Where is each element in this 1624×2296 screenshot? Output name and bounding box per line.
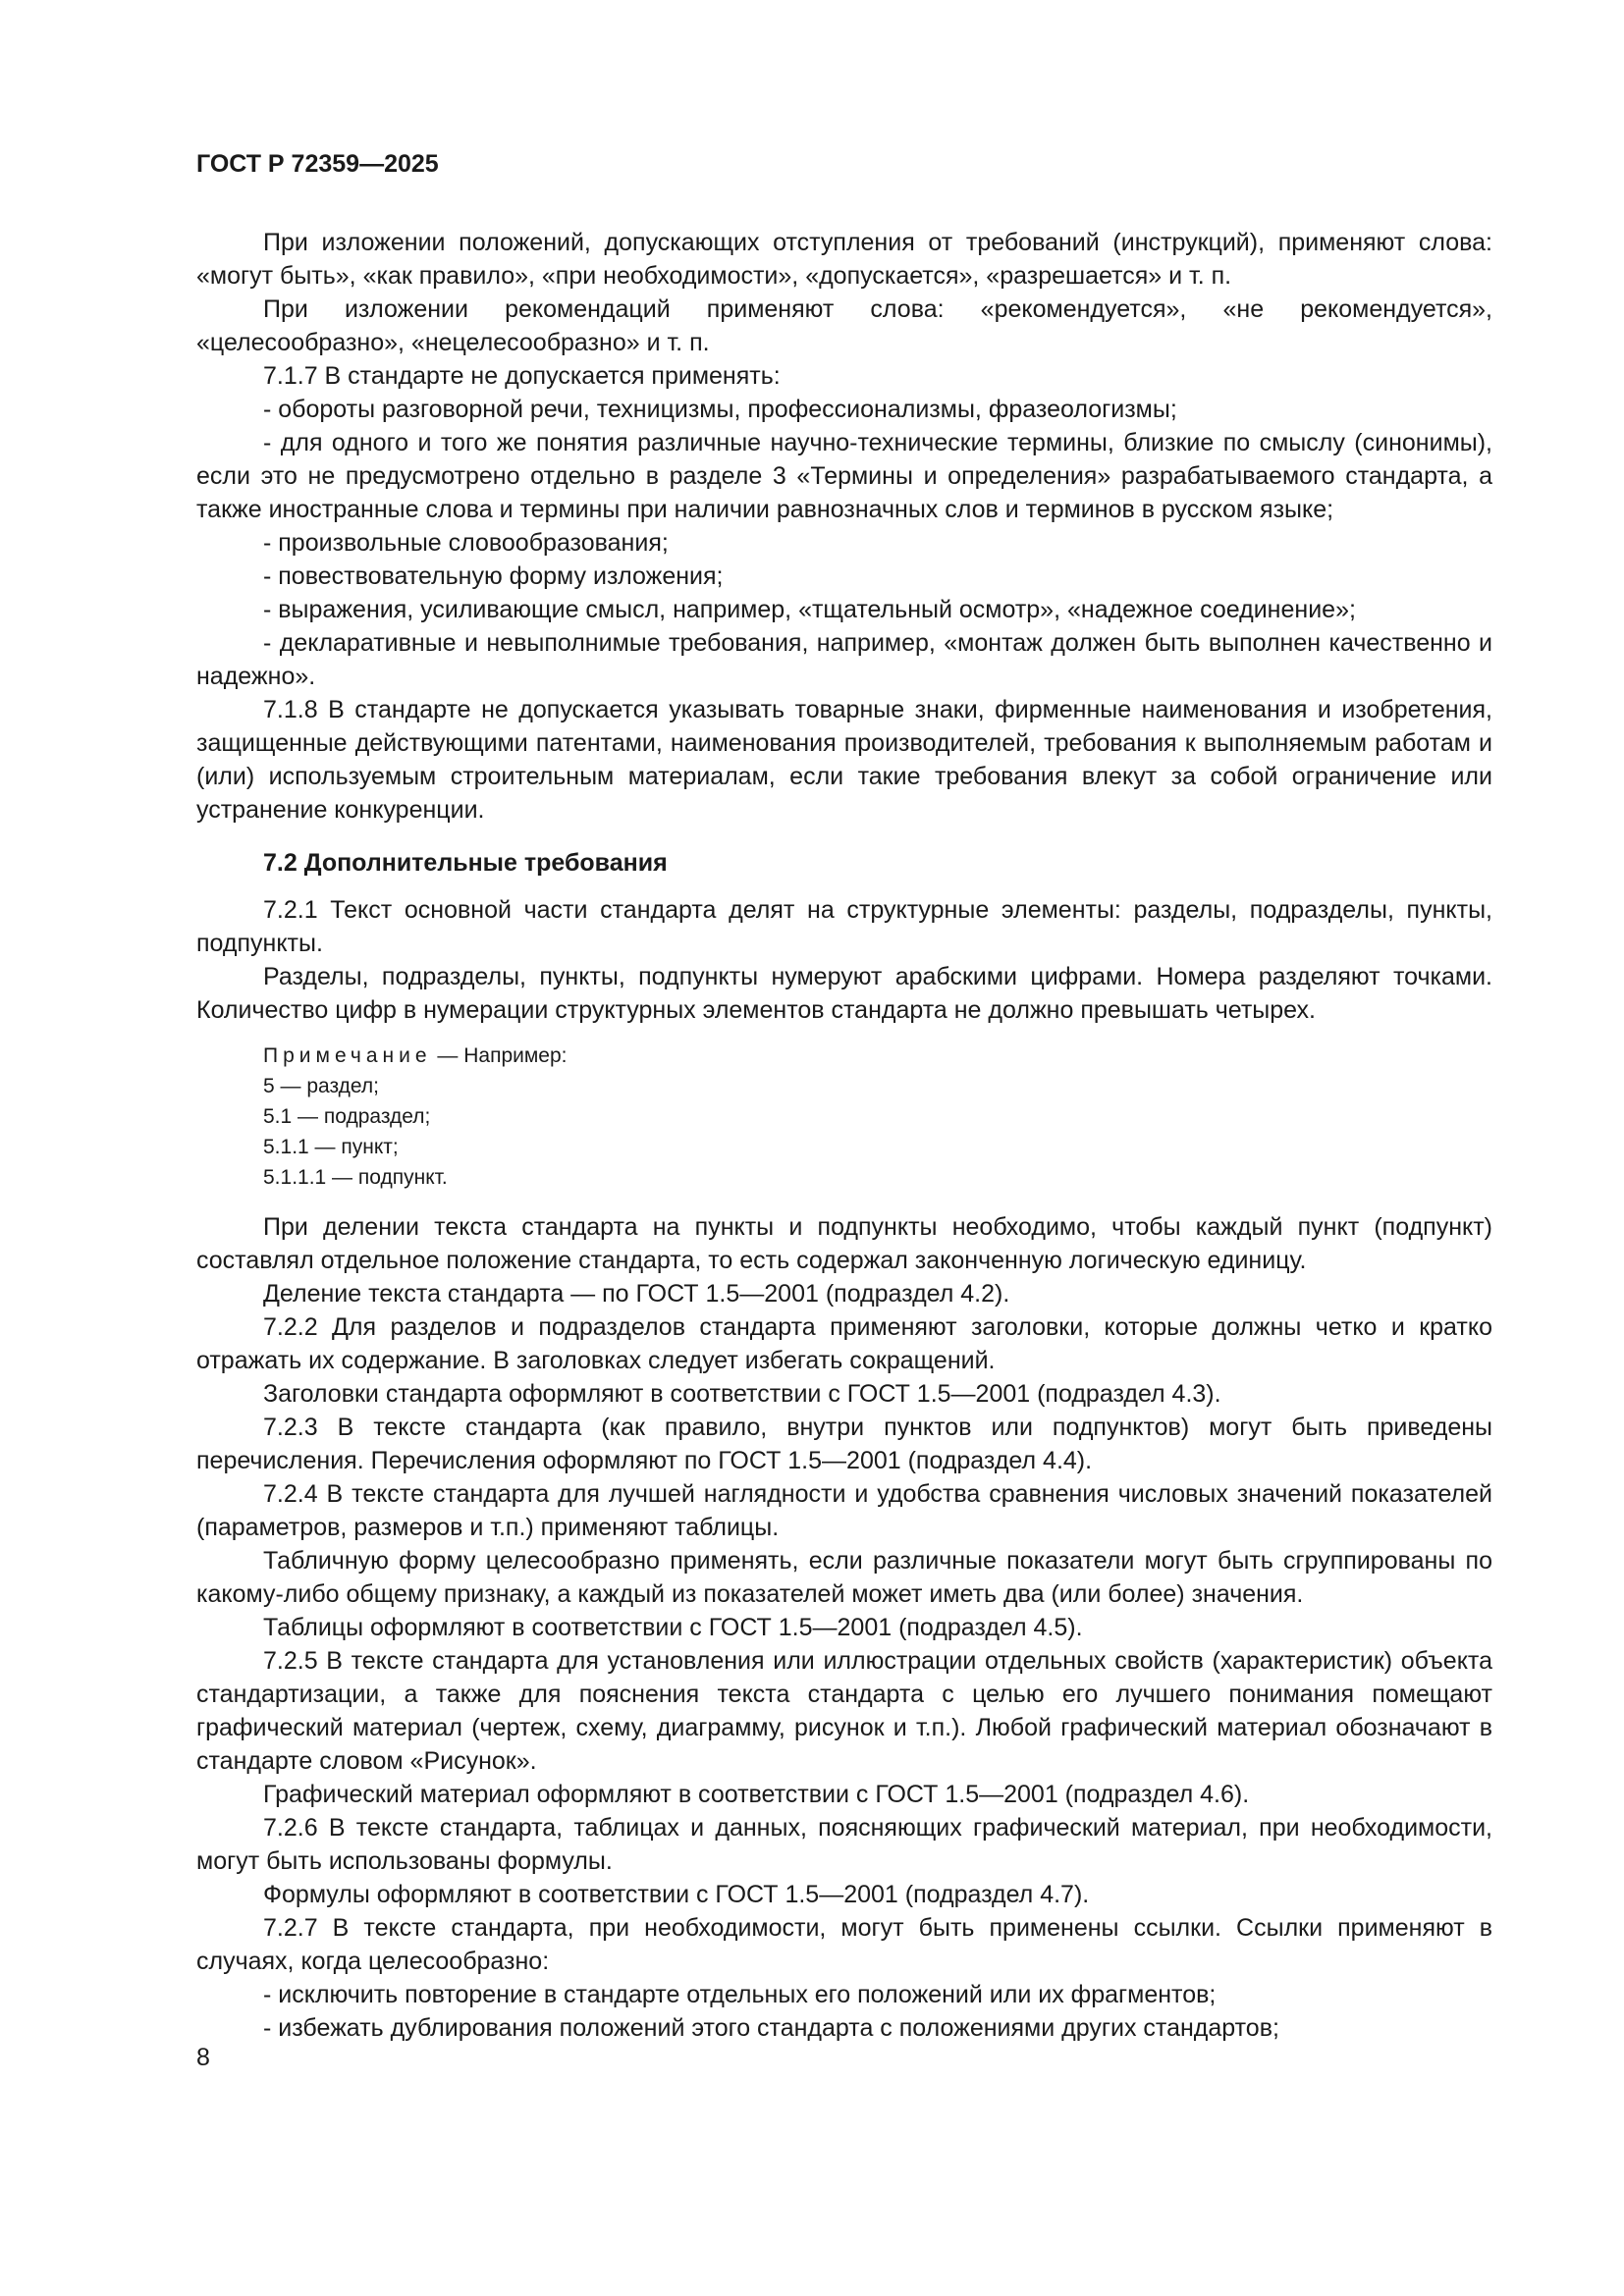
note-block [263,1041,1492,1193]
clause-7-2-1: 7.2.1 Текст основной части стандарта делят на структурные элементы: разделы, подразделы, пункты, подпункты. [196,896,1492,957]
clause-7-1-7: 7.1.7 В стандарте не допускается применять: [263,362,781,390]
paragraph-group-a [196,226,1492,827]
list-item: - для одного и того же понятия различные научно-технические термины, близкие по смыслу (синонимы), если это не предусмотрено отдельно в разделе 3 «Термины и определения» разрабатываемого стандарта, а также иностранные слова и термины при наличии равнозначных слов и терминов в русском языке; [196,429,1492,523]
list-item: - выражения, усиливающие смысл, например, «тщательный осмотр», «надежное соединение»; [263,596,1356,623]
clause-7-2-3: 7.2.3 В тексте стандарта (как правило, внутри пунктов или подпунктов) могут быть приведены перечисления. Перечисления оформляют по ГОСТ 1.5—2001 (подраздел 4.4). [196,1414,1492,1474]
page-number: 8 [196,2044,210,2071]
paragraph: Деление текста стандарта — по ГОСТ 1.5—2001 (подраздел 4.2). [263,1280,1010,1308]
clause-7-2-7: 7.2.7 В тексте стандарта, при необходимости, могут быть применены ссылки. Ссылки применяют в случаях, когда целесообразно: [196,1914,1492,1975]
document-header: ГОСТ Р 72359—2025 [196,150,439,178]
note-line: 5.1.1.1 — подпункт. [263,1166,448,1189]
section-title: 7.2 Дополнительные требования [263,849,668,877]
list-item: - обороты разговорной речи, техницизмы, профессионализмы, фразеологизмы; [263,396,1177,423]
paragraph-group-b [196,893,1492,1027]
paragraph: Разделы, подразделы, пункты, подпункты нумеруют арабскими цифрами. Номера разделяют точками. Количество цифр в нумерации структурных элементов стандарта не должно превышать четырех. [196,963,1492,1024]
paragraph: При изложении рекомендаций применяют слова: «рекомендуется», «не рекомендуется», «целесообразно», «нецелесообразно» и т. п. [196,295,1492,356]
clause-7-2-4: 7.2.4 В тексте стандарта для лучшей наглядности и удобства сравнения числовых значений показателей (параметров, размеров и т.п.) применяют таблицы. [196,1480,1492,1541]
clause-7-1-8: 7.1.8 В стандарте не допускается указывать товарные знаки, фирменные наименования и изобретения, защищенные действующими патентами, наименования производителей, требования к выполняемым работам и (или) используемым строительным материалам, если такие требования влекут за собой ограничение или устранение конкуренции. [196,696,1492,824]
paragraph: Заголовки стандарта оформляют в соответствии с ГОСТ 1.5—2001 (подраздел 4.3). [263,1380,1221,1408]
list-item: - избежать дублирования положений этого стандарта с положениями других стандартов; [263,2014,1279,2042]
document-page [196,147,1492,2045]
paragraph: Формулы оформляют в соответствии с ГОСТ 1.5—2001 (подраздел 4.7). [263,1881,1090,1908]
note-line: 5 — раздел; [263,1075,379,1097]
list-item: - исключить повторение в стандарте отдельных его положений или их фрагментов; [263,1981,1217,2008]
list-item: - повествовательную форму изложения; [263,562,724,590]
note-line: 5.1.1 — пункт; [263,1136,399,1158]
list-item: - произвольные словообразования; [263,529,669,557]
clause-7-2-2: 7.2.2 Для разделов и подразделов стандарта применяют заголовки, которые должны четко и кратко отражать их содержание. В заголовках следует избегать сокращений. [196,1313,1492,1374]
clause-7-2-6: 7.2.6 В тексте стандарта, таблицах и данных, поясняющих графический материал, при необходимости, могут быть использованы формулы. [196,1814,1492,1875]
note-intro: — Например: [431,1044,568,1067]
paragraph: Табличную форму целесообразно применять, если различные показатели могут быть сгруппированы по какому-либо общему признаку, а каждый из показателей может иметь два (или более) значения. [196,1547,1492,1608]
paragraph: При делении текста стандарта на пункты и подпункты необходимо, чтобы каждый пункт (подпункт) составлял отдельное положение стандарта, то есть содержал законченную логическую единицу. [196,1213,1492,1274]
note-heading [263,1041,1492,1071]
note-line: 5.1 — подраздел; [263,1105,431,1128]
paragraph: При изложении положений, допускающих отступления от требований (инструкций), применяют слова: «могут быть», «как правило», «при необходимости», «допускается», «разрешается» и т. п. [196,229,1492,290]
paragraph: Таблицы оформляют в соответствии с ГОСТ 1.5—2001 (подраздел 4.5). [263,1614,1083,1641]
note-label: Примечание [263,1044,432,1067]
clause-7-2-5: 7.2.5 В тексте стандарта для установления или иллюстрации отдельных свойств (характеристик) объекта стандартизации, а также для пояснения текста стандарта с целью его лучшего понимания помещают графический материал (чертеж, схему, диаграмму, рисунок и т.п.). Любой графический материал обозначают в стандарте словом «Рисунок». [196,1647,1492,1775]
list-item: - декларативные и невыполнимые требования, например, «монтаж должен быть выполнен качественно и надежно». [196,629,1492,690]
paragraph-group-c [196,1210,1492,2045]
paragraph: Графический материал оформляют в соответствии с ГОСТ 1.5—2001 (подраздел 4.6). [263,1781,1250,1808]
